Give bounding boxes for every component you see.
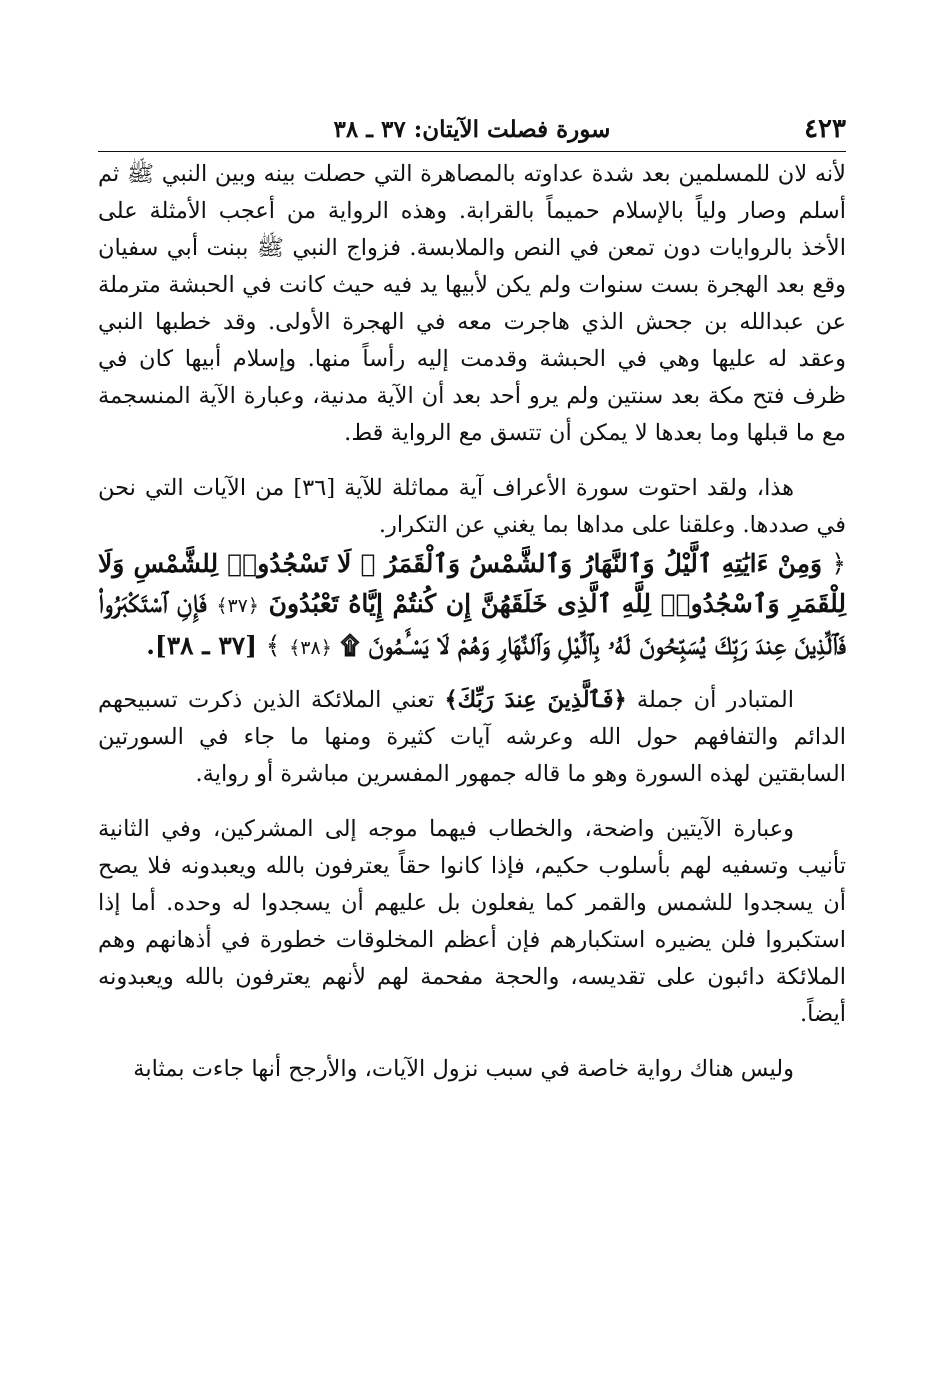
running-title: سورة فصلت الآيتان: ٣٧ ـ ٣٨ — [333, 116, 611, 143]
paragraph-4-start: المتبادر أن جملة — [626, 687, 794, 713]
page-body — [98, 156, 846, 1088]
verse-38: فَإِنِ ٱسْتَكْبَرُوا۟ فَٱلَّذِينَ عِندَ رَبِّكَ يُسَبِّحُونَ لَهُۥ بِٱلَّيْلِ وَٱلنَّهَارِ وَهُمْ لَا يَسْـَٔمُونَ ۩ — [98, 589, 846, 660]
verse-37: وَمِنْ ءَايَٰتِهِ ٱلَّيْلُ وَٱلنَّهَارُ وَٱلشَّمْسُ وَٱلْقَمَرُ ۚ لَا تَسْجُدُوا۟ لِلشَّمْسِ وَلَا لِلْقَمَرِ وَٱسْجُدُوا۟ لِلَّهِ ٱلَّذِى خَلَقَهُنَّ إِن كُنتُمْ إِيَّاهُ تَعْبُدُونَ — [98, 549, 846, 618]
paragraph-1: لأنه لان للمسلمين بعد شدة عداوته بالمصاهرة التي حصلت بينه وبين النبي ﷺ ثم أسلم وصار ولياً بالإسلام حميماً بالقرابة. وهذه الرواية من أعجب الأمثلة على الأخذ بالروايات دون تمعن في النص والملابسة. فزواج النبي ﷺ ببنت أبي سفيان وقع بعد الهجرة بست سنوات ولم يكن لأبيها يد فيه حيث كانت في الحبشة مترملة عن عبدالله بن جحش الذي هاجرت معه في الهجرة الأولى. وقد خطبها النبي وعقد له عليها وهي في الحبشة وقدمت إليه رأساً منها. وإسلام أبيها كان في ظرف فتح مكة بعد سنتين ولم يرو أحد بعد أن الآية مدنية، وعبارة الآية المنسجمة مع ما قبلها وما بعدها لا يمكن أن تتسق مع الرواية قط. — [98, 161, 846, 446]
header-rule — [98, 151, 846, 152]
paragraph-2: هذا، ولقد احتوت سورة الأعراف آية مماثلة للآية [٣٦] من الآيات التي نحن في صددها. وعلقنا على مداها بما يغني عن التكرار. — [98, 475, 846, 538]
paragraph-4 — [98, 682, 846, 793]
inline-quran-quote: ﴿فَٱلَّذِينَ عِندَ رَبِّكَ﴾ — [444, 687, 627, 713]
ayah-mark-38: ﴿٣٨﴾ — [289, 637, 332, 659]
open-brace: ﴿ — [831, 549, 846, 578]
paragraph-4-end: تعني الملائكة الذين ذكرت تسبيحهم الدائم والتفافهم حول الله وعرشه آيات كثيرة ومنها ما جاء في السورتين السابقتين لهذه السورة وهو ما قاله جمهور المفسرين مباشرة أو رواية. — [98, 687, 846, 787]
paragraph-5: وعبارة الآيتين واضحة، والخطاب فيهما موجه إلى المشركين، وفي الثانية تأنيب وتسفيه لهم بأسلوب حكيم، فإذا كانوا حقاً يعترفون بالله ويعبدونه فلا يصح أن يسجدوا للشمس والقمر كما يفعلون بل عليهم أن يسجدوا له وحده. أما إذا استكبروا فلن يضيره استكبارهم فإن أعظم المخلوقات خطورة في أذهانهم وهم الملائكة دائبون على تقديسه، والحجة مفحمة لهم لأنهم يعترفون بالله ويعبدونه أيضاً. — [98, 816, 846, 1027]
quran-verses — [98, 544, 846, 668]
verse-reference: [٣٧ ـ ٣٨]. — [146, 631, 258, 660]
close-brace: ﴾ — [265, 631, 281, 660]
page-header — [98, 112, 846, 152]
page-number: ٤٢٣ — [804, 114, 846, 144]
paragraph-6: وليس هناك رواية خاصة في سبب نزول الآيات، والأرجح أنها جاءت بمثابة — [133, 1056, 794, 1082]
ayah-mark-37: ﴿٣٧﴾ — [216, 595, 260, 617]
